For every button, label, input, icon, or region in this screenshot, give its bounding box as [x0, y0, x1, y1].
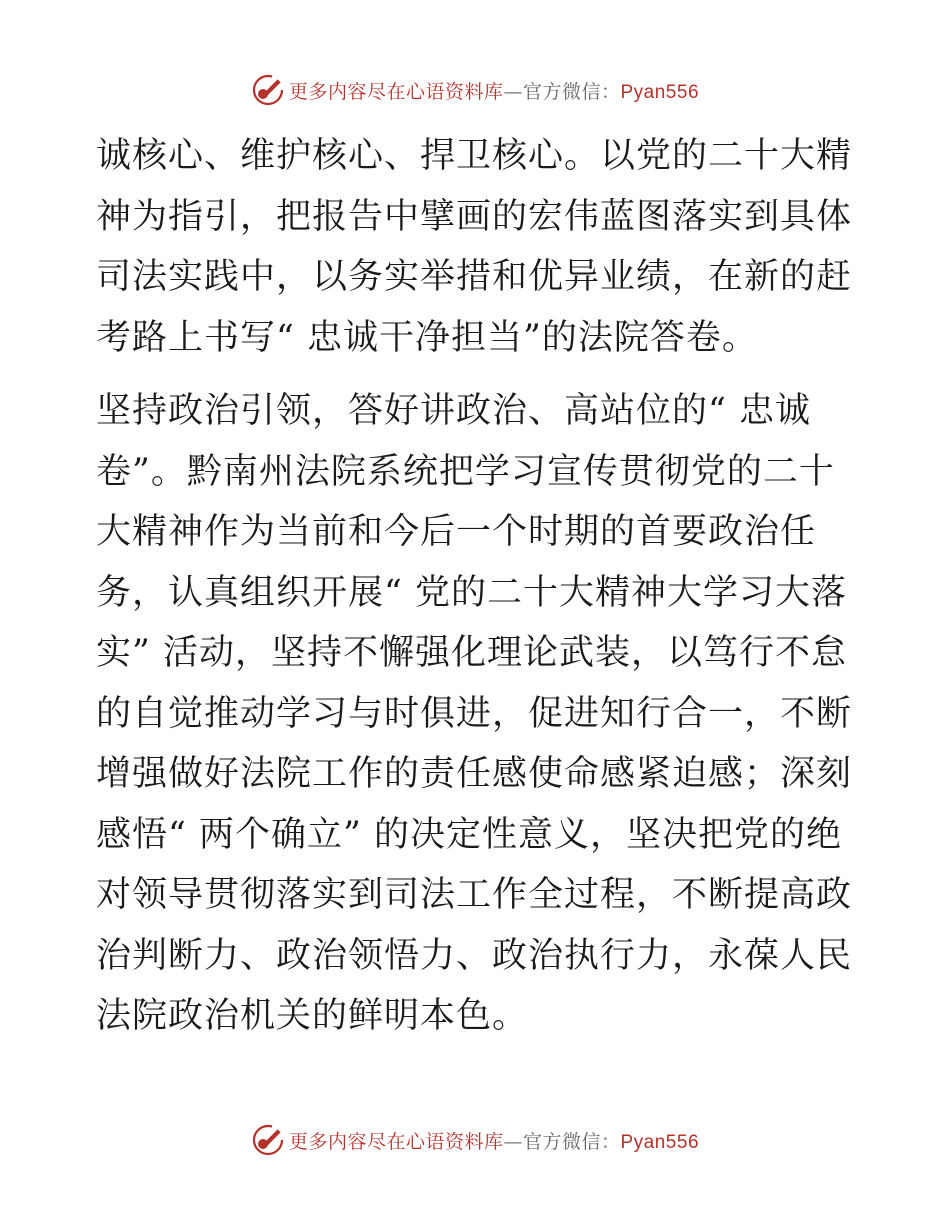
header-brand: 更多内容尽在心语资料库 — [288, 80, 504, 103]
footer-banner — [0, 1120, 950, 1160]
footer-wechat-label: 官方微信： — [522, 1130, 621, 1153]
header-separator: — — [503, 80, 523, 103]
header-banner — [0, 70, 950, 110]
header-text — [289, 77, 699, 104]
header-wechat-id: Pyan556 — [620, 81, 700, 103]
footer-brand: 更多内容尽在心语资料库 — [288, 1130, 504, 1153]
document-body — [96, 126, 856, 1047]
header-wechat-label: 官方微信： — [522, 80, 621, 103]
footer-text — [289, 1127, 699, 1154]
pen-logo-icon — [251, 73, 285, 107]
footer-wechat-id: Pyan556 — [620, 1131, 700, 1153]
paragraph-2: 坚持政治引领，答好讲政治、高站位的“ 忠诚卷”。黔南州法院系统把学习宣传贯彻党的二十大精神作为当前和今后一个时期的首要政治任务，认真组织开展“ 党的二十大精神大学习大落实” 活动，坚持不懈强化理论武装，以笃行不怠的自觉推动学习与时俱进，促进知行合一，不断增强做好法院工作的责任感使命感紧迫感；深刻感悟“ 两个确立” 的决定性意义，坚决把党的绝对领导贯彻落实到司法工作全过程，不断提高政治判断力、政治领悟力、政治执行力，永葆人民法院政治机关的鲜明本色。 — [96, 391, 853, 1036]
paragraph-1: 诚核心、维护核心、捍卫核心。以党的二十大精神为指引，把报告中擘画的宏伟蓝图落实到具体司法实践中，以务实举措和优异业绩，在新的赶考路上书写“ 忠诚干净担当”的法院答卷。 — [96, 136, 853, 358]
footer-separator: — — [503, 1130, 523, 1153]
pen-logo-icon — [251, 1123, 285, 1157]
